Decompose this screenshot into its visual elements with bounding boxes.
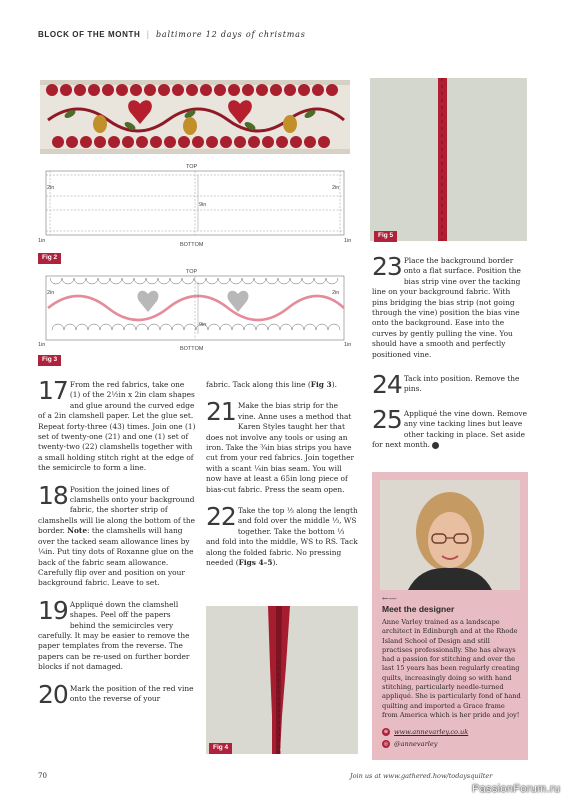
- fig3-label: Fig 3: [38, 355, 61, 366]
- step-20-continued: [206, 380, 358, 390]
- section-title: BLOCK OF THE MONTH: [38, 30, 141, 39]
- step-text: From the red fabrics, take one (1) of the 2½in x 2in clam shapes and glue around the curved edge of a 2in clamshell paper. Let the glue set. Repeat forty-three (43) times. Join one (1) set of twenty-one (21) and one (1) set of twenty-two (22) clamshells together with a small holding stitch right at the edge of the semicircle to form a line.: [38, 380, 196, 473]
- fig2-dim-2in-left: 2in: [47, 185, 55, 191]
- fig4-label: Fig 4: [209, 743, 232, 754]
- step-text-part: Position the joined lines of clamshells onto your background fabric, the shorter strip of clamshells will lie along the bottom of the border.: [38, 484, 196, 536]
- step-24: [372, 370, 528, 400]
- step-25: [372, 404, 528, 451]
- step-22: [206, 502, 358, 568]
- step-21: [206, 397, 358, 495]
- fig2-dim-2in-right: 2in: [332, 185, 340, 191]
- fig2-top-label: TOP: [186, 164, 198, 170]
- step-number: 21: [206, 397, 236, 427]
- fig5-vine-strip-illustration: [370, 78, 527, 241]
- step-text: Appliqué down the clamshell shapes. Peel off the papers behind the semicircles very carefully. It may be easier to remove the paper templates from the reverse. The papers can be re-used on further border blocks if not damaged.: [38, 599, 190, 672]
- fig2-dim-1in-left: 1in: [38, 238, 46, 244]
- page-number: 70: [38, 772, 47, 780]
- fig2-diagram: [38, 160, 352, 250]
- step-17: [38, 376, 196, 474]
- running-header: [38, 30, 306, 39]
- step-text: Tack into position. Remove the pins.: [403, 374, 520, 394]
- designer-instagram-row: [382, 740, 437, 748]
- header-separator: |: [146, 30, 150, 39]
- step-text-part: ).: [331, 380, 337, 389]
- step-number: 24: [372, 370, 402, 400]
- footer-join-link[interactable]: Join us at www.gathered.how/todaysquilter: [350, 772, 493, 780]
- fig5-label: Fig 5: [374, 231, 397, 242]
- fig3-dim-2in-left: 2in: [47, 290, 55, 296]
- note-label: Note: [67, 526, 88, 536]
- step-number: 25: [372, 404, 402, 434]
- step-19: [38, 595, 196, 673]
- fig3-dim-9in: 9in: [199, 322, 207, 328]
- step-number: 23: [372, 252, 402, 281]
- quilt-border-photo: [40, 80, 350, 154]
- designer-portrait-illustration: [380, 480, 520, 590]
- designer-title: Meet the designer: [382, 604, 455, 614]
- watermark: PassionForum.ru: [472, 783, 561, 795]
- fig3-diagram: [38, 264, 352, 352]
- step-text: Make the bias strip for the vine. Anne uses a method that Karen Styles taught her that does not involve any tools or using an iron. Take the ¾in bias strips you have cut from your red fabrics. Join together with a scant ¼in bias seam. You will now have at least a 65in long piece of bias-cut fabric. Press the seam open.: [206, 401, 354, 494]
- designer-website-link[interactable]: www.annevarley.co.uk: [394, 728, 469, 736]
- step-18: [38, 480, 196, 589]
- globe-icon: ⊕: [383, 729, 389, 735]
- fig-reference: Figs 4–5: [238, 558, 273, 568]
- fig4-folded-strip-illustration: [206, 606, 358, 754]
- fig2-diagram-svg: [38, 160, 352, 250]
- step-text-part: Appliqué the vine down. Remove any vine tacking lines but leave other tacking in place. Set aside for next month.: [372, 408, 527, 450]
- column-1: [38, 376, 196, 709]
- instagram-icon: ◎: [383, 741, 389, 747]
- fig-reference: Fig 3: [310, 380, 332, 389]
- fig5-photo: [370, 78, 527, 241]
- step-number: 20: [38, 679, 68, 709]
- fig3-bottom-label: BOTTOM: [180, 346, 204, 352]
- step-number: 18: [38, 480, 68, 510]
- step-text: [206, 380, 358, 390]
- step-text-part: fabric. Tack along this line (: [206, 380, 311, 389]
- fig2-bottom-label: BOTTOM: [180, 242, 204, 248]
- step-number: 17: [38, 376, 68, 405]
- step-23: [372, 252, 528, 360]
- step-text: Place the background border onto a flat surface. Position the bias strip vine over the tacking line on your background fabric. With pins bridging the bias strip (not going through the vine) position the bias vine onto the background. Ease into the curves by gently pulling the vine. You should have a smooth and perfectly positioned vine.: [372, 256, 521, 359]
- fig3-dim-2in-right: 2in: [332, 290, 340, 296]
- step-number: 22: [206, 502, 236, 532]
- fig3-dim-1in-right: 1in: [344, 342, 352, 348]
- column-2: [206, 380, 358, 569]
- step-text-part: ).: [272, 558, 278, 568]
- fig3-diagram-svg: [38, 264, 352, 352]
- designer-website-row: [382, 728, 468, 736]
- fig4-photo: [206, 606, 358, 754]
- quilt-border-illustration: [40, 80, 350, 154]
- fig2-dim-1in-right: 1in: [344, 238, 352, 244]
- step-20: [38, 679, 196, 709]
- fig2-label: Fig 2: [38, 253, 61, 264]
- step-text: Mark the position of the red vine onto the reverse of your: [69, 683, 194, 703]
- designer-panel: [372, 472, 528, 760]
- step-text-part: : the clamshells will hang over the tacked seam allowance lines by ¼in. Put tiny dots of Roxanne glue on the back of the fabric seam allowance. Carefully flip over and position on your background fabric. Leave to set.: [38, 526, 194, 588]
- column-3: [372, 252, 528, 451]
- end-mark-icon: [432, 442, 439, 449]
- step-text-part: Take the top ⅓ along the length and fold over the middle ⅓, WS together. Take the bottom ⅓ and fold into the middle, WS to RS. Tack along the folded fabric. No pressing needed (: [206, 506, 358, 568]
- designer-photo: [380, 480, 520, 590]
- fig3-dim-1in-left: 1in: [38, 342, 46, 348]
- series-title: baltimore 12 days of christmas: [155, 30, 306, 39]
- fig3-top-label: TOP: [186, 269, 198, 275]
- fig2-dim-9in: 9in: [199, 202, 207, 208]
- designer-bio: Anne Varley trained as a landscape architect in Edinburgh and at the Rhode Island School of Design and still practises professionally. She has always had a passion for stitching and over the last 15 years has been regularly creating quilts, increasingly doing so with hand stitching, particularly needle-turned appliqué. She is particularly fond of hand quilting and imported a Grace frame from America which is her pride and joy!: [382, 618, 521, 719]
- step-number: 19: [38, 595, 68, 625]
- designer-instagram-handle[interactable]: @annevarley: [394, 740, 438, 748]
- designer-arrow: ←—: [382, 594, 397, 603]
